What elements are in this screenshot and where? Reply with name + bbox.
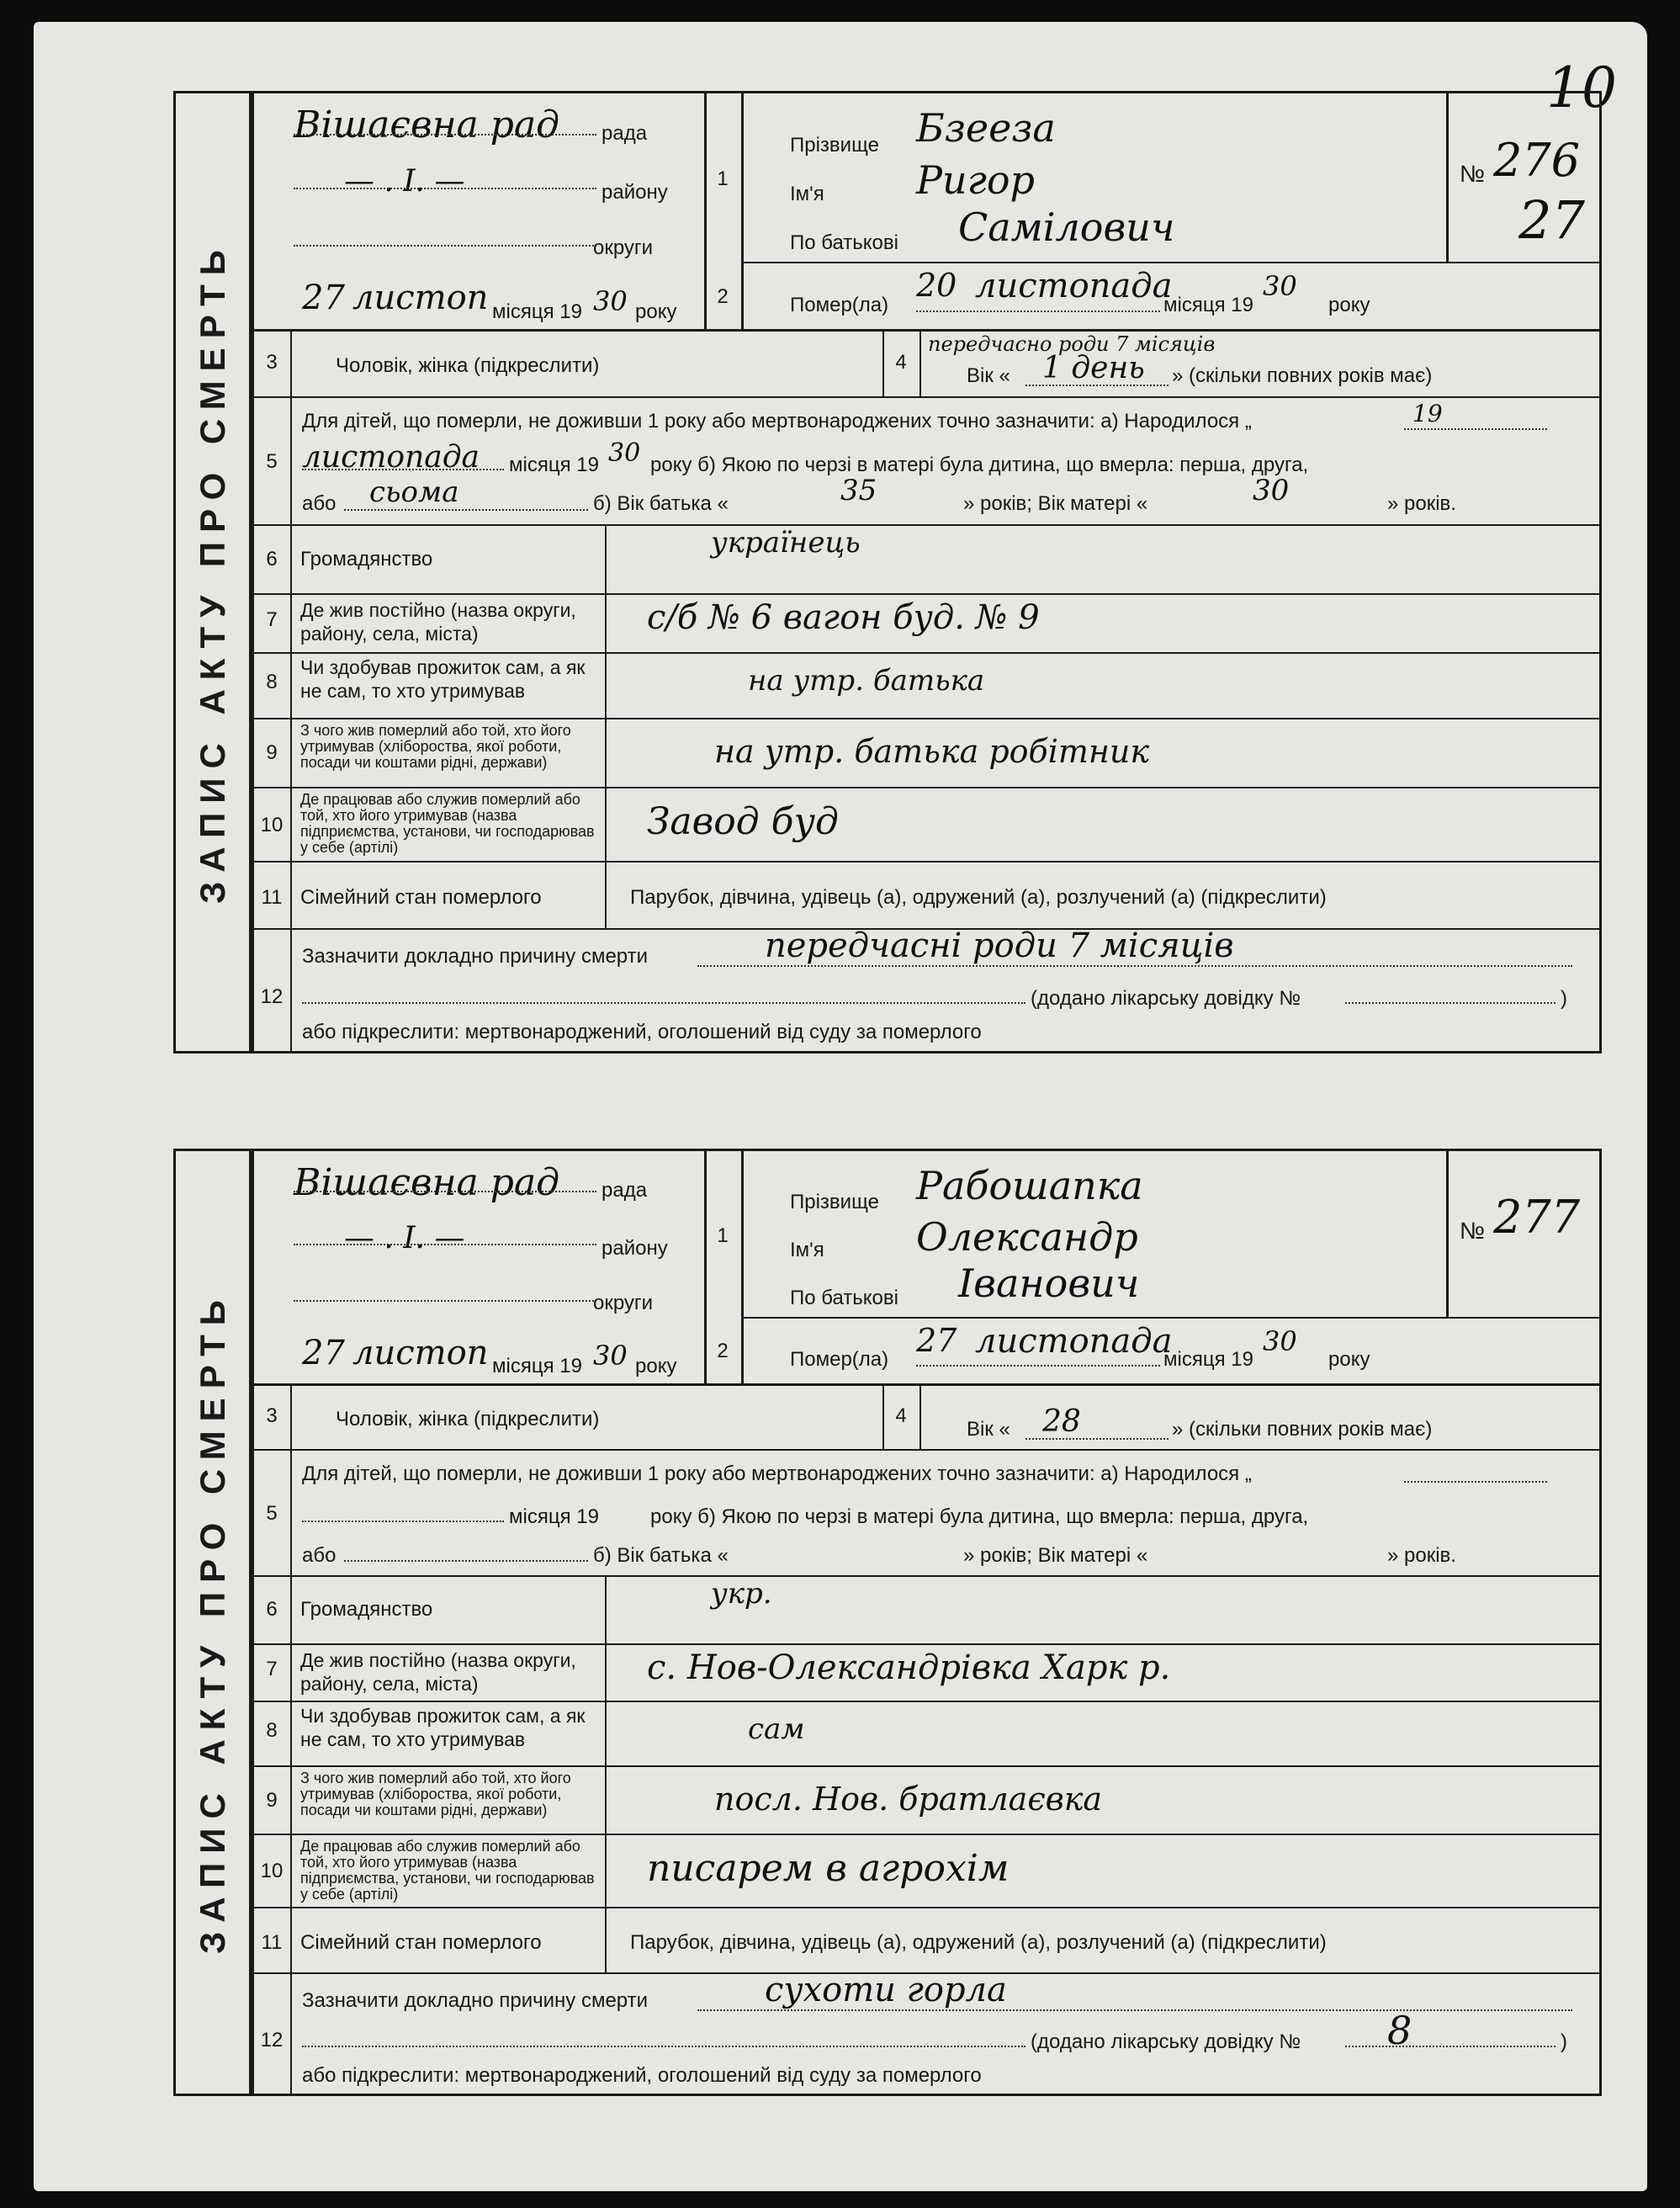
rule-line bbox=[741, 1317, 1599, 1319]
registration-year-value: 30 bbox=[593, 285, 628, 317]
infant-instruction-line1: Для дітей, що померли, не доживши 1 року або мертвонароджених точно зазначити: а) Народилося „ bbox=[302, 1462, 1252, 1485]
fill-line bbox=[916, 1365, 1160, 1367]
field-number-7: 7 bbox=[266, 608, 278, 631]
registration-year-value: 30 bbox=[593, 1340, 628, 1372]
sheet-number: 10 bbox=[1546, 56, 1617, 120]
village-council-value: Вішаєвна рад bbox=[294, 1161, 560, 1204]
vertical-title-text: ЗАПИС АКТУ ПРО СМЕРТЬ bbox=[192, 1291, 232, 1954]
age-label: Вік « bbox=[967, 364, 1010, 387]
marital-status-options: Парубок, дівчина, удівець (а), одружений (а), розлучений (а) (підкреслити) bbox=[630, 886, 1327, 909]
age-value: 28 bbox=[1042, 1404, 1081, 1439]
death-month-value: листопада bbox=[975, 267, 1173, 305]
medical-certificate-label: (додано лікарську довідку № bbox=[1031, 987, 1301, 1010]
field-number-9: 9 bbox=[266, 1789, 278, 1812]
fill-line bbox=[294, 245, 596, 247]
registration-day-value: 27 bbox=[302, 279, 345, 317]
death-record-form-1 bbox=[173, 91, 1602, 1054]
fill-line bbox=[344, 1560, 588, 1562]
fill-line bbox=[294, 1191, 596, 1192]
rule-line bbox=[252, 524, 1599, 526]
infant-instruction-line2: року б) Якою по черзі в матері була дитина, що вмерла: перша, друга, bbox=[650, 1505, 1309, 1528]
marital-status-options: Парубок, дівчина, удівець (а), одружений (а), розлучений (а) (підкреслити) bbox=[630, 1931, 1327, 1954]
rule-line bbox=[252, 718, 1599, 719]
infant-years-label: » років. bbox=[1387, 492, 1456, 515]
infant-or-label: або bbox=[302, 1544, 337, 1567]
field-number-1: 1 bbox=[717, 1224, 729, 1247]
okrug-label: округи bbox=[593, 236, 654, 259]
surname-value: Бзееза bbox=[916, 105, 1056, 151]
record-number-extra: 27 bbox=[1518, 189, 1585, 251]
citizenship-label: Громадянство bbox=[300, 548, 433, 571]
livelihood-value: посл. Нов. братлаєвка bbox=[714, 1781, 1103, 1818]
field-number-8: 8 bbox=[266, 671, 278, 693]
age-label-suffix: » (скільки повних років має) bbox=[1172, 364, 1433, 387]
okrug-label: округи bbox=[593, 1292, 654, 1314]
work-value: писарем в агрохім bbox=[647, 1847, 1010, 1890]
fill-line bbox=[1345, 2046, 1555, 2047]
rule-line bbox=[252, 396, 1599, 398]
work-value: Завод буд bbox=[647, 800, 839, 843]
rule-line bbox=[252, 1765, 1599, 1767]
cause-of-death-label: Зазначити докладно причину смерти bbox=[302, 1989, 649, 2012]
rada-label: рада bbox=[602, 1179, 648, 1202]
death-year-label: року bbox=[1328, 1348, 1370, 1371]
medical-certificate-number: 8 bbox=[1387, 2008, 1412, 2053]
death-year-value: 30 bbox=[1263, 1325, 1297, 1357]
rada-label: рада bbox=[602, 122, 648, 145]
registration-year-label: року bbox=[635, 300, 677, 323]
rule-line bbox=[252, 861, 1599, 862]
infant-years-label: » років. bbox=[1387, 1544, 1456, 1567]
fill-line bbox=[1025, 385, 1169, 386]
support-value: на утр. батька bbox=[748, 664, 985, 698]
medical-certificate-close: ) bbox=[1561, 2030, 1567, 2053]
work-label: Де працював або служив померлий або той, хто його утримував (назва підприємства, установи, чи господарював у себе (артілі) bbox=[300, 791, 595, 856]
record-number-value: 276 bbox=[1493, 134, 1581, 187]
father-age-value: 35 bbox=[840, 474, 877, 507]
fill-line bbox=[294, 1244, 596, 1245]
medical-certificate-close: ) bbox=[1561, 987, 1567, 1010]
rule-line bbox=[1446, 93, 1449, 262]
rule-line bbox=[290, 1383, 292, 2094]
field-number-2: 2 bbox=[717, 285, 729, 308]
infant-month-label: місяця 19 bbox=[509, 454, 599, 476]
citizenship-label: Громадянство bbox=[300, 1598, 433, 1621]
rule-line bbox=[741, 1151, 744, 1383]
registration-month-value: листоп bbox=[352, 1334, 489, 1372]
fill-line bbox=[294, 1300, 596, 1302]
surname-value: Рабошапка bbox=[916, 1163, 1143, 1208]
livelihood-value: на утр. батька робітник bbox=[714, 733, 1150, 770]
fill-line bbox=[1345, 1002, 1555, 1004]
sex-label: Чоловік, жінка (підкреслити) bbox=[336, 1408, 600, 1430]
death-label: Помер(ла) bbox=[790, 294, 889, 316]
district-value: — . I. — bbox=[344, 164, 465, 199]
infant-instruction-line2: року б) Якою по черзі в матері була дитина, що вмерла: перша, друга, bbox=[650, 454, 1309, 476]
age-note-value: передчасно роди 7 місяців bbox=[928, 332, 1216, 356]
record-number-mark: № bbox=[1460, 161, 1486, 187]
record-number-mark: № bbox=[1460, 1218, 1486, 1244]
field-number-6: 6 bbox=[266, 548, 278, 571]
surname-label: Прізвище bbox=[790, 134, 879, 157]
infant-birth-year-value: 30 bbox=[608, 438, 641, 468]
district-label: району bbox=[602, 181, 668, 204]
rule-line bbox=[252, 1449, 1599, 1451]
rule-line bbox=[252, 329, 1599, 332]
fill-line bbox=[916, 310, 1160, 312]
vertical-title-text: ЗАПИС АКТУ ПРО СМЕРТЬ bbox=[192, 241, 232, 904]
fill-line bbox=[344, 509, 588, 511]
residence-value: с/б № 6 вагон буд. № 9 bbox=[647, 598, 1040, 637]
death-month-value: листопада bbox=[975, 1322, 1173, 1361]
fill-line bbox=[302, 2046, 1025, 2047]
infant-month-label: місяця 19 bbox=[509, 1505, 599, 1528]
death-month-label: місяця 19 bbox=[1163, 294, 1253, 316]
death-year-value: 30 bbox=[1263, 270, 1297, 302]
infant-or-label: або bbox=[302, 492, 337, 515]
rule-line bbox=[252, 593, 1599, 595]
fill-line bbox=[302, 1521, 504, 1522]
residence-value: с. Нов-Олександрівка Харк р. bbox=[647, 1648, 1171, 1687]
rule-line bbox=[290, 329, 292, 1051]
field-number-4: 4 bbox=[895, 351, 907, 374]
field-number-11: 11 bbox=[261, 886, 283, 909]
fill-line bbox=[697, 2009, 1572, 2011]
field-number-10: 10 bbox=[260, 814, 284, 836]
registration-month-label: місяця 19 bbox=[492, 1355, 582, 1377]
support-label: Чи здобував прожиток сам, а як не сам, то хто утримував bbox=[300, 1705, 586, 1750]
field-number-7: 7 bbox=[266, 1658, 278, 1680]
work-label: Де працював або служив померлий або той, хто його утримував (назва підприємства, установи, чи господарював у себе (артілі) bbox=[300, 1838, 595, 1903]
residence-label: Де жив постійно (назва округи, району, села, міста) bbox=[300, 1649, 576, 1695]
field-number-5: 5 bbox=[266, 1502, 278, 1525]
death-month-label: місяця 19 bbox=[1163, 1348, 1253, 1371]
cause-of-death-value: передчасні роди 7 місяців bbox=[765, 926, 1234, 965]
stillborn-note: або підкреслити: мертвонароджений, оголошений від суду за померлого bbox=[302, 2064, 982, 2087]
death-label: Помер(ла) bbox=[790, 1348, 889, 1371]
fill-line bbox=[1025, 1438, 1169, 1440]
registration-day-value: 27 bbox=[302, 1334, 345, 1372]
support-value: сам bbox=[748, 1712, 805, 1746]
father-age-label: б) Вік батька « bbox=[593, 1544, 729, 1567]
rule-line bbox=[919, 1383, 921, 1449]
name-label: Ім'я bbox=[790, 183, 824, 205]
death-day-value: 27 bbox=[916, 1322, 957, 1359]
citizenship-value: укр. bbox=[711, 1577, 772, 1611]
field-number-10: 10 bbox=[260, 1860, 284, 1882]
medical-certificate-label: (додано лікарську довідку № bbox=[1031, 2030, 1301, 2053]
surname-label: Прізвище bbox=[790, 1191, 879, 1213]
field-number-3: 3 bbox=[266, 351, 278, 374]
age-label-suffix: » (скільки повних років має) bbox=[1172, 1418, 1433, 1441]
patronymic-value: Іванович bbox=[958, 1261, 1140, 1306]
rule-line bbox=[741, 262, 1599, 263]
registration-month-value: листоп bbox=[352, 279, 489, 317]
rule-line bbox=[252, 1575, 1599, 1577]
vertical-title bbox=[176, 1151, 252, 2094]
fill-line bbox=[302, 469, 504, 470]
patronymic-label: По батькові bbox=[790, 1287, 898, 1309]
death-year-label: року bbox=[1328, 294, 1370, 316]
name-label: Ім'я bbox=[790, 1239, 824, 1261]
livelihood-label: З чого жив померлий або той, хто його утримував (хлібороства, якої роботи, посади чи коштами рідні, держави) bbox=[300, 722, 571, 771]
age-label: Вік « bbox=[967, 1418, 1010, 1441]
residence-label: Де жив постійно (назва округи, району, села, міста) bbox=[300, 599, 576, 645]
mother-age-value: 30 bbox=[1253, 474, 1290, 507]
cause-of-death-label: Зазначити докладно причину смерти bbox=[302, 945, 649, 968]
support-label: Чи здобував прожиток сам, а як не сам, то хто утримував bbox=[300, 656, 586, 702]
fill-line bbox=[294, 134, 596, 135]
field-number-6: 6 bbox=[266, 1598, 278, 1621]
mother-age-label: » років; Вік матері « bbox=[963, 492, 1148, 515]
cause-of-death-value: сухоти горла bbox=[765, 1971, 1007, 2009]
rule-line bbox=[252, 1701, 1599, 1702]
field-number-2: 2 bbox=[717, 1340, 729, 1362]
vertical-title bbox=[176, 93, 252, 1051]
stillborn-note: або підкреслити: мертвонароджений, оголошений від суду за померлого bbox=[302, 1021, 982, 1043]
patronymic-label: По батькові bbox=[790, 231, 898, 254]
field-number-8: 8 bbox=[266, 1719, 278, 1742]
field-number-3: 3 bbox=[266, 1404, 278, 1427]
registration-month-label: місяця 19 bbox=[492, 300, 582, 323]
death-day-value: 20 bbox=[916, 267, 957, 304]
rule-line bbox=[252, 1907, 1599, 1908]
mother-age-label: » років; Вік матері « bbox=[963, 1544, 1148, 1567]
marital-status-label: Сімейний стан померлого bbox=[300, 1931, 542, 1954]
field-number-11: 11 bbox=[261, 1931, 283, 1954]
rule-line bbox=[252, 1383, 1599, 1386]
first-name-value: Олександр bbox=[916, 1214, 1138, 1260]
record-number-value: 277 bbox=[1493, 1191, 1581, 1244]
rule-line bbox=[919, 329, 921, 396]
first-name-value: Ригор bbox=[916, 157, 1035, 203]
age-value: 1 день bbox=[1042, 351, 1145, 385]
rule-line bbox=[605, 1575, 607, 1972]
infant-birth-month-value: листопада bbox=[302, 440, 480, 475]
rule-line bbox=[252, 1834, 1599, 1835]
district-label: району bbox=[602, 1237, 668, 1260]
death-record-form-2 bbox=[173, 1149, 1602, 2096]
livelihood-label: З чого жив померлий або той, хто його утримував (хлібороства, якої роботи, посади чи коштами рідні, держави) bbox=[300, 1770, 571, 1818]
fill-line bbox=[1404, 428, 1547, 430]
rule-line bbox=[252, 787, 1599, 788]
rule-line bbox=[605, 524, 607, 928]
father-age-label: б) Вік батька « bbox=[593, 492, 729, 515]
rule-line bbox=[252, 652, 1599, 654]
field-number-12: 12 bbox=[260, 985, 284, 1008]
district-value: — . I. — bbox=[344, 1221, 465, 1255]
field-number-12: 12 bbox=[260, 2029, 284, 2051]
patronymic-value: Самілович bbox=[958, 204, 1175, 250]
field-number-1: 1 bbox=[717, 167, 729, 190]
rule-line bbox=[252, 1643, 1599, 1645]
rule-line bbox=[1446, 1151, 1449, 1317]
fill-line bbox=[294, 188, 596, 189]
rule-line bbox=[741, 93, 744, 329]
fill-line bbox=[302, 1002, 1025, 1004]
infant-instruction-line1: Для дітей, що померли, не доживши 1 року або мертвонароджених точно зазначити: а) Народилося „ bbox=[302, 410, 1252, 433]
infant-order-value: сьома bbox=[369, 475, 459, 509]
marital-status-label: Сімейний стан померлого bbox=[300, 886, 542, 909]
field-number-4: 4 bbox=[895, 1404, 907, 1427]
fill-line bbox=[1404, 1481, 1547, 1483]
fill-line bbox=[697, 965, 1572, 967]
field-number-5: 5 bbox=[266, 450, 278, 473]
infant-birth-day-value: 19 bbox=[1412, 400, 1443, 427]
sex-label: Чоловік, жінка (підкреслити) bbox=[336, 354, 600, 377]
citizenship-value: українець bbox=[711, 526, 861, 560]
field-number-9: 9 bbox=[266, 741, 278, 764]
registration-year-label: року bbox=[635, 1355, 677, 1377]
village-council-value: Вішаєвна рад bbox=[294, 104, 560, 146]
